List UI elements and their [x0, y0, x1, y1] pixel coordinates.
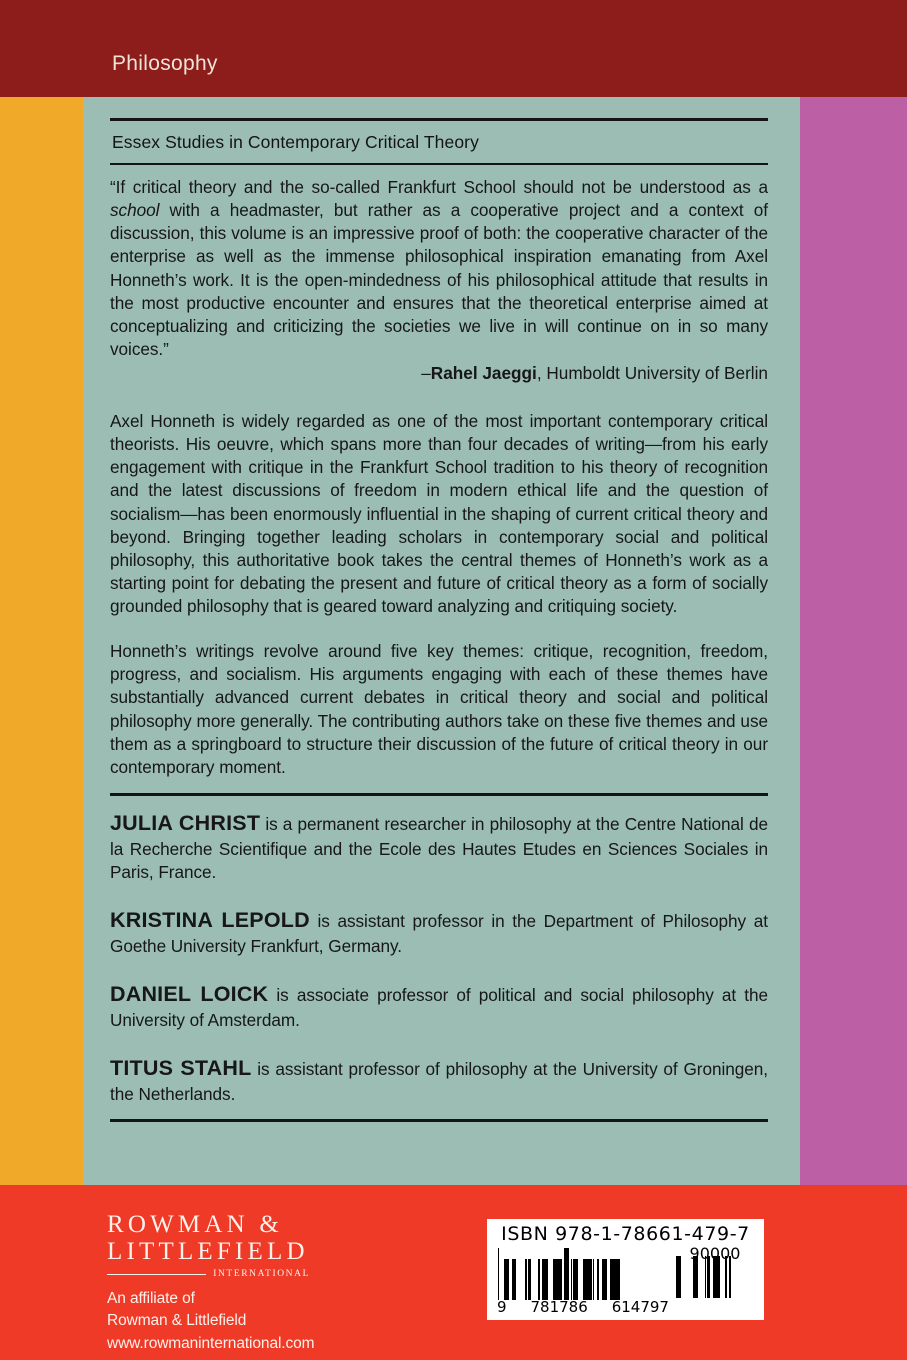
barcode-row [497, 1246, 754, 1314]
ean13-barcode [497, 1248, 669, 1314]
editor-bio [110, 906, 768, 958]
spacer [110, 884, 768, 906]
barcode-panel [487, 1219, 764, 1320]
header-color-band [0, 0, 907, 97]
publisher-logo-line-2: LITTLEFIELD [107, 1238, 309, 1265]
attribution-dash: – [421, 363, 431, 383]
editor-name: TITUS STAHL [110, 1056, 252, 1081]
affiliate-line-2: Rowman & Littlefield [107, 1312, 247, 1330]
ean-lead-digit: 9 [497, 1298, 507, 1316]
editor-bio-text: is assistant professor of philosophy at the University of Groningen, the Netherlands. [110, 1059, 768, 1104]
spacer [110, 384, 768, 410]
description-paragraph-2: Honneth’s writings revolve around five key themes: critique, recognition, freedom, progress, and socialism. His arguments engaging with each of these themes have substantially advanced current debates in critical theory and social and political philosophy more generally. The contributing authors take on these five themes and use them as a springboard to structure their discussion of the future of critical theory in our contemporary moment. [110, 641, 768, 777]
editor-bio [110, 980, 768, 1032]
editor-bio-text: is a permanent researcher in philosophy at the Centre National de la Recherche Scientifique and the Ecole des Hautes Etudes en Sciences Sociales in Paris, France. [110, 813, 768, 882]
series-rule-bottom [110, 163, 768, 165]
endorsement-italic-word: school [110, 200, 160, 221]
spacer [110, 618, 768, 640]
spacer [110, 958, 768, 980]
publisher-logo-international-row [107, 1269, 310, 1279]
editor-name: DANIEL LOICK [110, 982, 269, 1007]
editor-name: KRISTINA LEPOLD [110, 908, 310, 933]
spacer [110, 1032, 768, 1054]
logo-divider-line [107, 1274, 206, 1275]
back-cover-content [110, 118, 768, 1122]
editor-bio-text: is assistant professor in the Department of Philosophy at Goethe University Frankfurt, Germany. [110, 911, 768, 956]
publisher-block [107, 1211, 427, 1355]
spacer [110, 796, 768, 809]
publisher-affiliate-info [107, 1288, 427, 1355]
endorsement-block [110, 176, 768, 384]
endorsement-attribution [110, 363, 768, 384]
description-paragraph-1: Axel Honneth is widely regarded as one of the most important contemporary critical theorists. His oeuvre, which spans more than four decades of writing—from his early engagement with critique in the Frankfurt School tradition to his theory of recognition and the latest discussions of freedom in modern ethical life and the question of socialism—has been enormously influential in the shaping of current critical theory and beyond. Bringing together leading scholars in contemporary social and political philosophy, this authoritative book takes the central themes of Honneth’s work as a starting point for debating the present and future of critical theory as a form of socially grounded philosophy that is geared toward analyzing and critiquing society. [110, 411, 768, 616]
ean-right-group: 614797 [611, 1298, 669, 1316]
publisher-logo-international: INTERNATIONAL [213, 1269, 310, 1279]
ean5-addon-barcode [676, 1244, 754, 1314]
editor-name: JULIA CHRIST [110, 810, 261, 835]
spacer [110, 1106, 768, 1119]
publisher-logo-line-1: ROWMAN & [107, 1211, 283, 1238]
subject-label: Philosophy [112, 52, 218, 75]
isbn-label: ISBN 978-1-78661-479-7 [501, 1223, 750, 1245]
endorsement-part1: “If critical theory and the so-called Frankfurt School should not be understood as a [110, 177, 768, 197]
left-color-band [0, 0, 83, 1185]
editors-rule-bottom [110, 1119, 768, 1122]
right-color-band [800, 0, 907, 1185]
endorsement-part2: with a headmaster, but rather as a cooperative project and a context of discussion, this volume is an impressive proof of both: the cooperative character of the enterprise as well as the immense philosophical inspiration emanating from Axel Honneth’s work. It is the open-mindedness of his philosophical attitude that results in the most productive encounter and ensures that the theoretical enterprise aimed at conceptualizing and criticizing the societies we live in will continue on in so many voices.” [110, 200, 768, 359]
attribution-name: Rahel Jaeggi [430, 363, 537, 383]
ean13-digits [497, 1300, 669, 1315]
publisher-website[interactable]: www.rowmaninternational.com [107, 1334, 315, 1352]
endorsement-text [110, 176, 768, 361]
attribution-affiliation: , Humboldt University of Berlin [536, 363, 768, 383]
series-title: Essex Studies in Contemporary Critical Theory [112, 132, 479, 152]
editor-bio [110, 809, 768, 884]
editor-bio [110, 1054, 768, 1106]
ean-left-group: 781786 [530, 1298, 588, 1316]
addon-digits: 90000 [689, 1244, 741, 1263]
editor-bio-text: is associate professor of political and social philosophy at the University of Amsterdam. [110, 985, 768, 1030]
affiliate-line-1: An affiliate of [107, 1290, 195, 1307]
